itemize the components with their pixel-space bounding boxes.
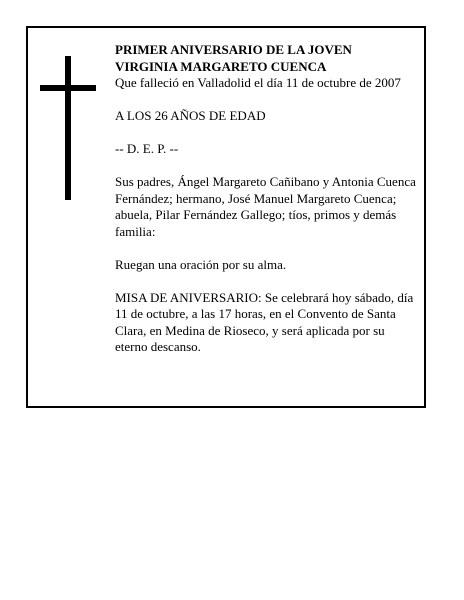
prayer-line: Ruegan una oración por su alma. <box>115 256 287 272</box>
age-line: A LOS 26 AÑOS DE EDAD <box>115 108 266 123</box>
notice-title-line-1: PRIMER ANIVERSARIO DE LA JOVEN <box>115 42 352 57</box>
notice-text <box>115 42 420 356</box>
mass-paragraph: MISA DE ANIVERSARIO: Se celebrará hoy sábado, día 11 de octubre, a las 17 horas, en el Convento de Santa Clara, en Medina de Rioseco, y será aplicada por su eterno descanso. <box>115 289 414 354</box>
death-info: Que falleció en Valladolid el día 11 de octubre de 2007 <box>115 75 401 90</box>
obituary-notice-frame <box>26 26 426 408</box>
rip-line: -- D. E. P. -- <box>115 141 179 156</box>
cross-vertical-bar <box>65 56 71 200</box>
cross-icon <box>40 56 96 200</box>
family-paragraph: Sus padres, Ángel Margareto Cañibano y Antonia Cuenca Fernández; hermano, José Manuel Margareto Cuenca; abuela, Pilar Fernández Gallego; tíos, primos y demás familia: <box>115 174 416 239</box>
cross-horizontal-bar <box>40 85 96 91</box>
notice-title-line-2: VIRGINIA MARGARETO CUENCA <box>115 58 327 74</box>
